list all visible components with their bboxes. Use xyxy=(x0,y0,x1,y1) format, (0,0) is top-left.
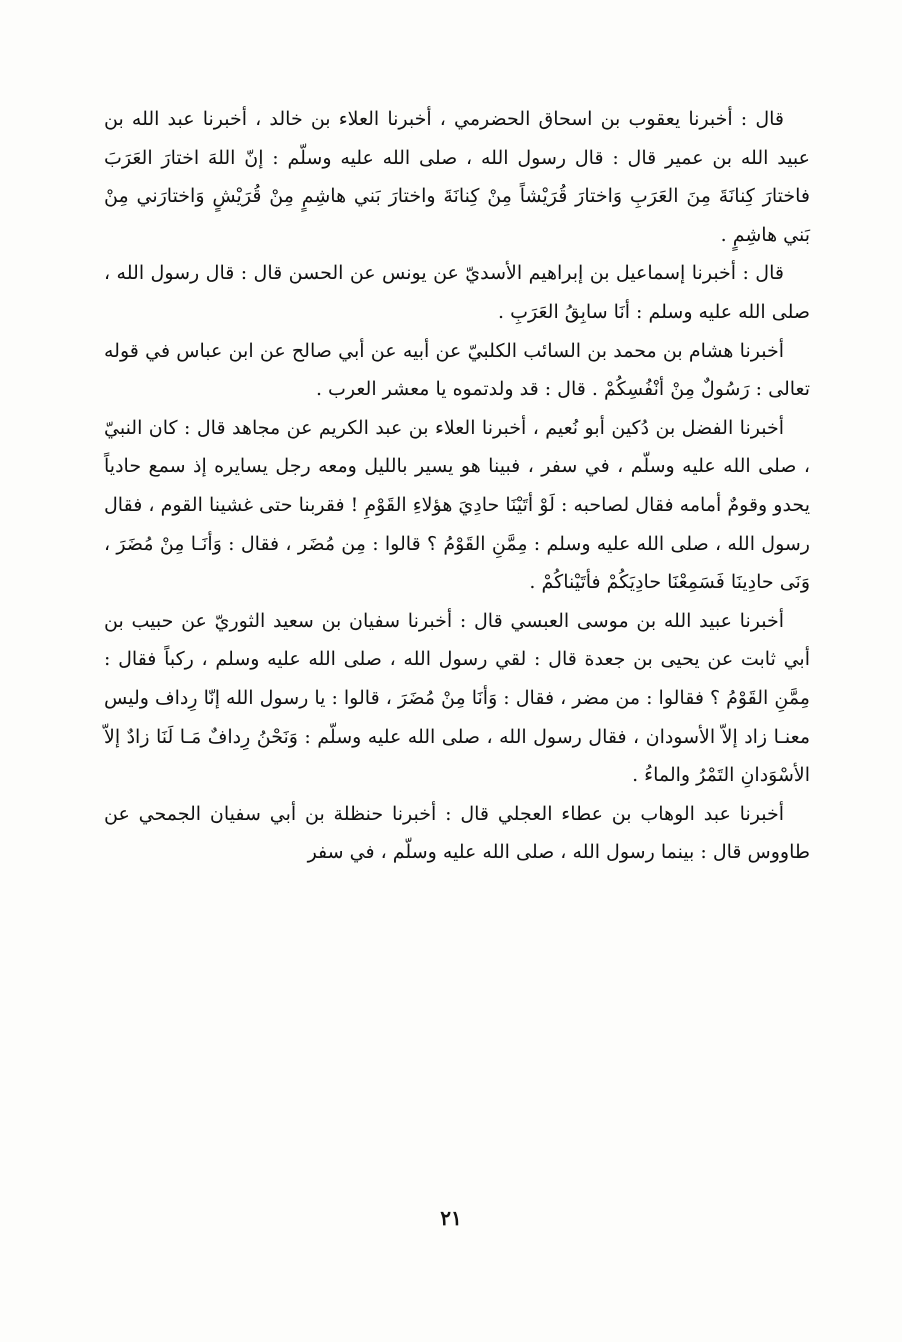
paragraph-2: قال : أخبرنا إسماعيل بن إبراهيم الأسديّ عن يونس عن الحسن قال : قال رسول الله ، صلى الله عليه وسلم : أنَا سابِقُ العَرَبِ . xyxy=(104,262,810,323)
paragraph-5: أخبرنا عبيد الله بن موسى العبسي قال : أخبرنا سفيان بن سعيد الثوريّ عن حبيب بن أبي ثابت عن يحيى بن جعدة قال : لقي رسول الله ، صلى الله عليه وسلم ، ركباً فقال : مِمَّنِ القَوْمُ ؟ فقالوا : من مضر ، فقال : وَأنَا مِنْ مُضَرَ ، قالوا : يا رسول الله إنّا رِداف وليس معنـا زاد إلاّ الأسودان ، فقال رسول الله ، صلى الله عليه وسلّم : وَنَحْنُ رِدافٌ مَـا لَنَا زادٌ إلاّ الأسْوَدانِ التَمْرُ والماءُ . xyxy=(104,609,810,787)
page-number: ٢١ xyxy=(440,1206,462,1230)
paragraph-3: أخبرنا هشام بن محمد بن السائب الكلبيّ عن أبيه عن أبي صالح عن ابن عباس في قوله تعالى : رَسُولٌ مِنْ أنْفُسِكُمْ . قال : قد ولدتموه يا معشر العرب . xyxy=(104,339,810,401)
paragraph-4: أخبرنا الفضل بن دُكين أبو نُعيم ، أخبرنا العلاء بن عبد الكريم عن مجاهد قال : كان النبيّ ، صلى الله عليه وسلّم ، في سفر ، فبينا هو يسير بالليل ومعه رجل يسايره إذ سمع حادياً يحدو وقومٌ أمامه فقال لصاحبه : لَوْ أتَيْنَا حادِيَ هؤلاءِ القَوْمِ ! فقربنا حتى غشينا القوم ، فقال رسول الله ، صلى الله عليه وسلم : مِمَّنِ القَوْمُ ؟ قالوا : مِن مُضَر ، فقال : وَأنَـا مِنْ مُضَرَ ، وَنَى حادِينَا فَسَمِعْنَا حادِيَكُمْ فأتَيْناكُمْ . xyxy=(104,416,810,594)
page-body xyxy=(104,100,810,872)
paragraph-1: قال : أخبرنا يعقوب بن اسحاق الحضرمي ، أخبرنا العلاء بن خالد ، أخبرنا عبد الله بن عبيد الله بن عمير قال : قال رسول الله ، صلى الله عليه وسلّم : إنّ اللهَ اختارَ العَرَبَ فاختارَ كِنانَةَ مِنَ العَرَبِ وَاختارَ قُرَيْشاً مِنْ كِنانَةَ واختارَ بَني هاشِمٍ مِنْ قُرَيْشٍ وَاختارَني مِنْ بَني هاشِمٍ . xyxy=(104,108,810,246)
paragraph-6: أخبرنا عبد الوهاب بن عطاء العجلي قال : أخبرنا حنظلة بن أبي سفيان الجمحي عن طاووس قال : بينما رسول الله ، صلى الله عليه وسلّم ، في سفر xyxy=(104,802,810,864)
